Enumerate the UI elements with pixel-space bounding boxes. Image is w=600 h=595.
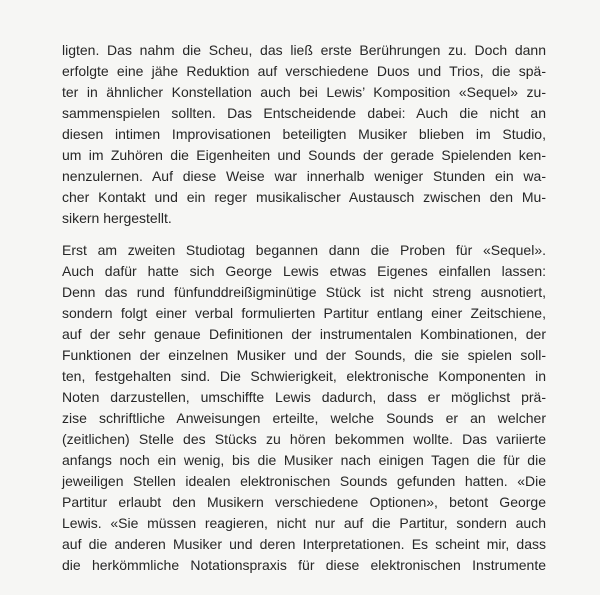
text-line: auf der sehr genaue Definitionen der instrumentalen Kombinationen, der	[62, 326, 546, 342]
text-line: ten, festgehalten sind. Die Schwierigkeit, elektronische Komponenten in	[62, 368, 546, 384]
text-line: Partitur erlaubt den Musikern verschiedene Optionen», betont George	[62, 494, 546, 510]
text-line: Funktionen der einzelnen Musiker und der Sounds, die sie spielen soll-	[62, 347, 546, 363]
text-line: cher Kontakt und ein reger musikalischer Austausch zwischen den Mu-	[62, 189, 546, 205]
text-line: Auch dafür hatte sich George Lewis etwas Eigenes einfallen lassen:	[62, 263, 546, 279]
paragraph-1	[62, 40, 546, 229]
text-line: diesen intimen Improvisationen beteiligten Musiker blieben im Studio,	[62, 126, 546, 142]
text-line: sammenspielen sollten. Das Entscheidende dabei: Auch die nicht an	[62, 105, 546, 121]
text-line: (zeitlichen) Stelle des Stücks zu hören bekommen wollte. Das variierte	[62, 431, 546, 447]
text-line: um im Zuhören die Eigenheiten und Sounds der gerade Spielenden ken-	[62, 147, 546, 163]
text-line: ligten. Das nahm die Scheu, das ließ erste Berührungen zu. Doch dann	[62, 42, 546, 58]
text-line: nenzulernen. Auf diese Weise war innerhalb weniger Stunden ein wa-	[62, 168, 546, 184]
text-line: jeweiligen Stellen idealen elektronischen Sounds gefunden hatten. «Die	[62, 473, 546, 489]
text-line: sikern hergestellt.	[62, 210, 172, 226]
text-line: Lewis. «Sie müssen reagieren, nicht nur auf die Partitur, sondern auch	[62, 515, 546, 531]
text-line: Noten darzustellen, umschiffte Lewis dadurch, dass er möglichst prä-	[62, 389, 546, 405]
paragraph-2	[62, 240, 546, 576]
text-line: Erst am zweiten Studiotag begannen dann die Proben für «Sequel».	[62, 242, 546, 258]
text-line: sondern folgt einer verbal formulierten Partitur entlang einer Zeitschiene,	[62, 305, 546, 321]
text-line: auf die anderen Musiker und deren Interpretationen. Es scheint mir, dass	[62, 536, 546, 552]
text-line: erfolgte eine jähe Reduktion auf verschiedene Duos und Trios, die spä-	[62, 63, 546, 79]
text-line: Denn das rund fünfunddreißigminütige Stück ist nicht streng ausnotiert,	[62, 284, 546, 300]
text-line: zise schriftliche Anweisungen erteilte, welche Sounds er an welcher	[62, 410, 546, 426]
text-line: anfangs noch ein wenig, bis die Musiker nach einigen Tagen die für die	[62, 452, 546, 468]
text-line: ter in ähnlicher Konstellation auch bei Lewis’ Komposition «Sequel» zu-	[62, 84, 546, 100]
text-line: die herkömmliche Notationspraxis für diese elektronischen Instrumente	[62, 557, 546, 573]
